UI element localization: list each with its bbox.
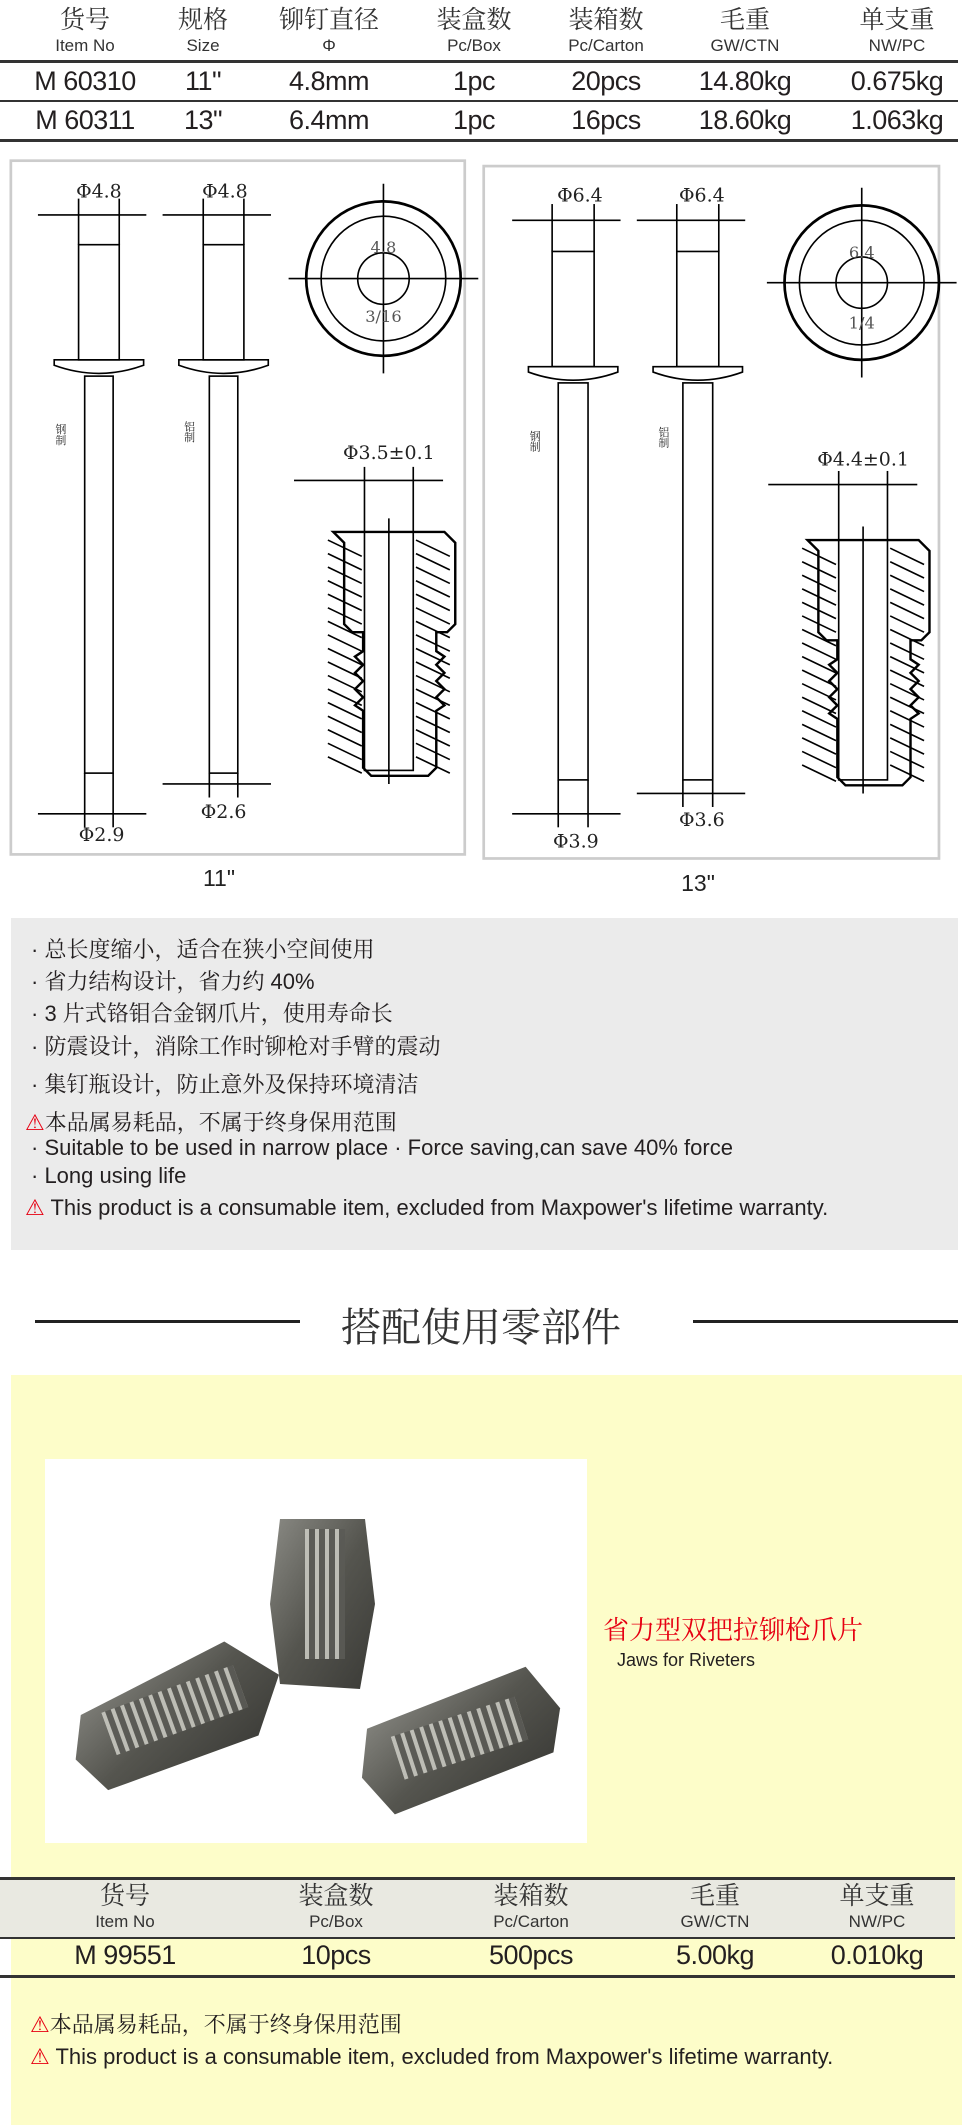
column-header-sub: Φ (322, 36, 336, 55)
hatch (890, 724, 924, 740)
jaw-piece (270, 1519, 375, 1689)
rivet-shank (85, 376, 113, 773)
hatch (328, 757, 362, 773)
accessory-name-en: Jaws for Riveters (617, 1650, 756, 1670)
rivet-shank (558, 383, 588, 780)
rivet-stem (677, 251, 719, 366)
hatch (890, 670, 924, 686)
column-header-sub: Pc/Box (309, 1912, 363, 1931)
dim-label: Φ2.9 (78, 823, 125, 846)
dim-label: Φ2.6 (200, 800, 247, 823)
dim-label: Φ6.4 (679, 184, 725, 207)
table-cell: 16pcs (571, 105, 641, 135)
dim-label: Φ4.8 (202, 180, 248, 203)
hatch (416, 540, 450, 556)
warning-text-cn: 本品属易耗品，不属于终身保用范围 (44, 1110, 397, 1135)
column-header: 规格 (177, 6, 229, 34)
hatch (802, 751, 836, 767)
ring-label: 3/16 (365, 306, 402, 326)
table-cell: M 99551 (74, 1940, 176, 1970)
size-caption: 13" (681, 870, 715, 896)
hatch (328, 730, 362, 746)
feature-line: · 防震设计，消除工作时铆枪对手臂的震动 (31, 1034, 441, 1059)
hatch (890, 548, 924, 564)
column-header: 毛重 (719, 6, 771, 34)
hatch (416, 662, 450, 678)
hatch (802, 724, 836, 740)
dim-label: Φ3.9 (553, 830, 599, 853)
hatch (802, 684, 836, 700)
size-caption: 11" (202, 865, 236, 891)
hatch (416, 689, 450, 705)
hatch (328, 716, 362, 732)
feature-line: · 3 片式铬钼合金钢爪片，使用寿命长 (31, 1001, 393, 1026)
column-header: 装箱数 (493, 1882, 569, 1910)
jaws-product-photo (45, 1459, 587, 1843)
table-cell: 11" (184, 66, 222, 96)
divider (0, 1937, 955, 1939)
column-header-sub: Pc/Carton (493, 1912, 569, 1931)
feature-line: · Long using life (31, 1163, 187, 1188)
divider (0, 60, 958, 63)
column-header-sub: Item No (95, 1912, 155, 1931)
hatch (802, 738, 836, 754)
hatch (890, 589, 924, 605)
rivet-flange (528, 367, 617, 381)
ring-label: 6.4 (848, 243, 875, 263)
hatch (416, 676, 450, 692)
divider (0, 139, 958, 142)
hatch (890, 616, 924, 632)
hatch (416, 716, 450, 732)
table-cell: 20pcs (571, 66, 641, 96)
hatch (890, 575, 924, 591)
hatch (416, 594, 450, 610)
divider (0, 100, 958, 102)
column-header: 单支重 (839, 1882, 915, 1910)
table-cell: 0.010kg (830, 1940, 924, 1970)
table-cell: 13" (183, 105, 223, 135)
column-header: 毛重 (689, 1882, 741, 1910)
warning-icon: ⚠ (25, 1195, 45, 1220)
column-header-sub: Item No (55, 36, 115, 55)
column-header: 装箱数 (568, 6, 644, 34)
table-cell: 1pc (452, 105, 496, 135)
hatch (328, 635, 362, 651)
table-cell: 18.60kg (698, 105, 792, 135)
column-header: 装盒数 (436, 6, 512, 34)
hatch (416, 743, 450, 759)
table-cell: 500pcs (488, 1940, 574, 1970)
table-cell: 0.675kg (850, 66, 944, 96)
feature-line: · Suitable to be used in narrow place · Force saving,can save 40% force (31, 1135, 733, 1160)
warning-icon: ⚠ (30, 2012, 50, 2037)
column-header: 单支重 (859, 6, 935, 34)
hatch (890, 765, 924, 781)
hatch (890, 738, 924, 754)
table-cell: 10pcs (301, 1940, 371, 1970)
dim-label: Φ4.8 (76, 180, 122, 203)
hatch (416, 567, 450, 583)
table-cell: M 60311 (35, 105, 135, 135)
material-label: 钢制 (54, 423, 68, 446)
hatch (890, 602, 924, 618)
column-header: 铆钉直径 (278, 6, 380, 34)
rivet-flange (179, 360, 268, 374)
warning-text-cn: 本品属易耗品，不属于终身保用范围 (49, 2012, 402, 2037)
hatch (802, 643, 836, 659)
rivet-flange (54, 360, 143, 374)
table-cell: 1.063kg (850, 105, 944, 135)
hatch (890, 751, 924, 767)
hatch (416, 581, 450, 597)
hatch (890, 562, 924, 578)
hatch (890, 629, 924, 645)
column-header: 货号 (99, 1882, 151, 1910)
rivet-stem (79, 245, 120, 360)
hatch (416, 635, 450, 651)
divider (693, 1320, 958, 1323)
table-cell: 4.8mm (288, 66, 370, 96)
table-cell: 14.80kg (698, 66, 792, 96)
warning-text-en: This product is a consumable item, excluded from Maxpower's lifetime warranty. (44, 1195, 829, 1220)
rivet-flange (653, 367, 742, 381)
rivet-shank (209, 376, 237, 773)
feature-line: · 总长度缩小，适合在狭小空间使用 (31, 937, 375, 962)
rivet-technical-drawings (0, 155, 962, 875)
warning-icon: ⚠ (25, 1110, 45, 1135)
material-label: 铝制 (183, 420, 197, 443)
column-header-sub: NW/PC (868, 36, 926, 55)
material-label: 钢制 (528, 430, 542, 452)
accessories-heading (0, 1296, 962, 1350)
hatch (416, 554, 450, 570)
column-header-sub: GW/CTN (680, 1912, 750, 1931)
nozzle-dim-label: Φ4.4±0.1 (817, 448, 909, 471)
accessory-name-cn: 省力型双把拉铆枪爪片 (603, 1615, 864, 1645)
column-header-sub: Pc/Box (447, 36, 501, 55)
table-cell: 1pc (452, 66, 496, 96)
column-header-sub: NW/PC (848, 1912, 906, 1931)
dim-label: Φ6.4 (557, 184, 603, 207)
column-header-sub: Pc/Carton (568, 36, 644, 55)
hatch (890, 684, 924, 700)
warning-icon: ⚠ (30, 2044, 50, 2069)
hatch (328, 676, 362, 692)
divider (0, 1975, 955, 1978)
rivet-stem (203, 245, 244, 360)
table-cell: 5.00kg (675, 1940, 755, 1970)
warning-text-en: This product is a consumable item, excluded from Maxpower's lifetime warranty. (49, 2044, 834, 2069)
hatch (890, 643, 924, 659)
section-title: 搭配使用零部件 (341, 1306, 621, 1350)
feature-line: · 省力结构设计，省力约 40% (31, 969, 315, 994)
nozzle-dim-label: Φ3.5±0.1 (343, 441, 435, 464)
feature-line: · 集钉瓶设计，防止意外及保持环境清洁 (31, 1072, 419, 1097)
rivet-stem (552, 251, 594, 366)
table-cell: 6.4mm (288, 105, 370, 135)
dim-label: Φ3.6 (679, 808, 725, 831)
column-header-sub: Size (186, 36, 220, 55)
column-header-sub: GW/CTN (710, 36, 780, 55)
material-label: 铝制 (657, 426, 671, 448)
column-header: 装盒数 (298, 1882, 374, 1910)
ring-label: 1/4 (848, 313, 875, 333)
features-panel (11, 918, 958, 1250)
hatch (416, 730, 450, 746)
hatch (890, 697, 924, 713)
table-cell: M 60310 (34, 66, 136, 96)
hatch (328, 743, 362, 759)
hatch (416, 608, 450, 624)
divider (0, 1877, 955, 1880)
column-header: 货号 (59, 6, 111, 34)
hatch (802, 765, 836, 781)
rivet-shank (683, 383, 713, 780)
ring-label: 4.8 (370, 237, 397, 257)
hatch (416, 621, 450, 637)
